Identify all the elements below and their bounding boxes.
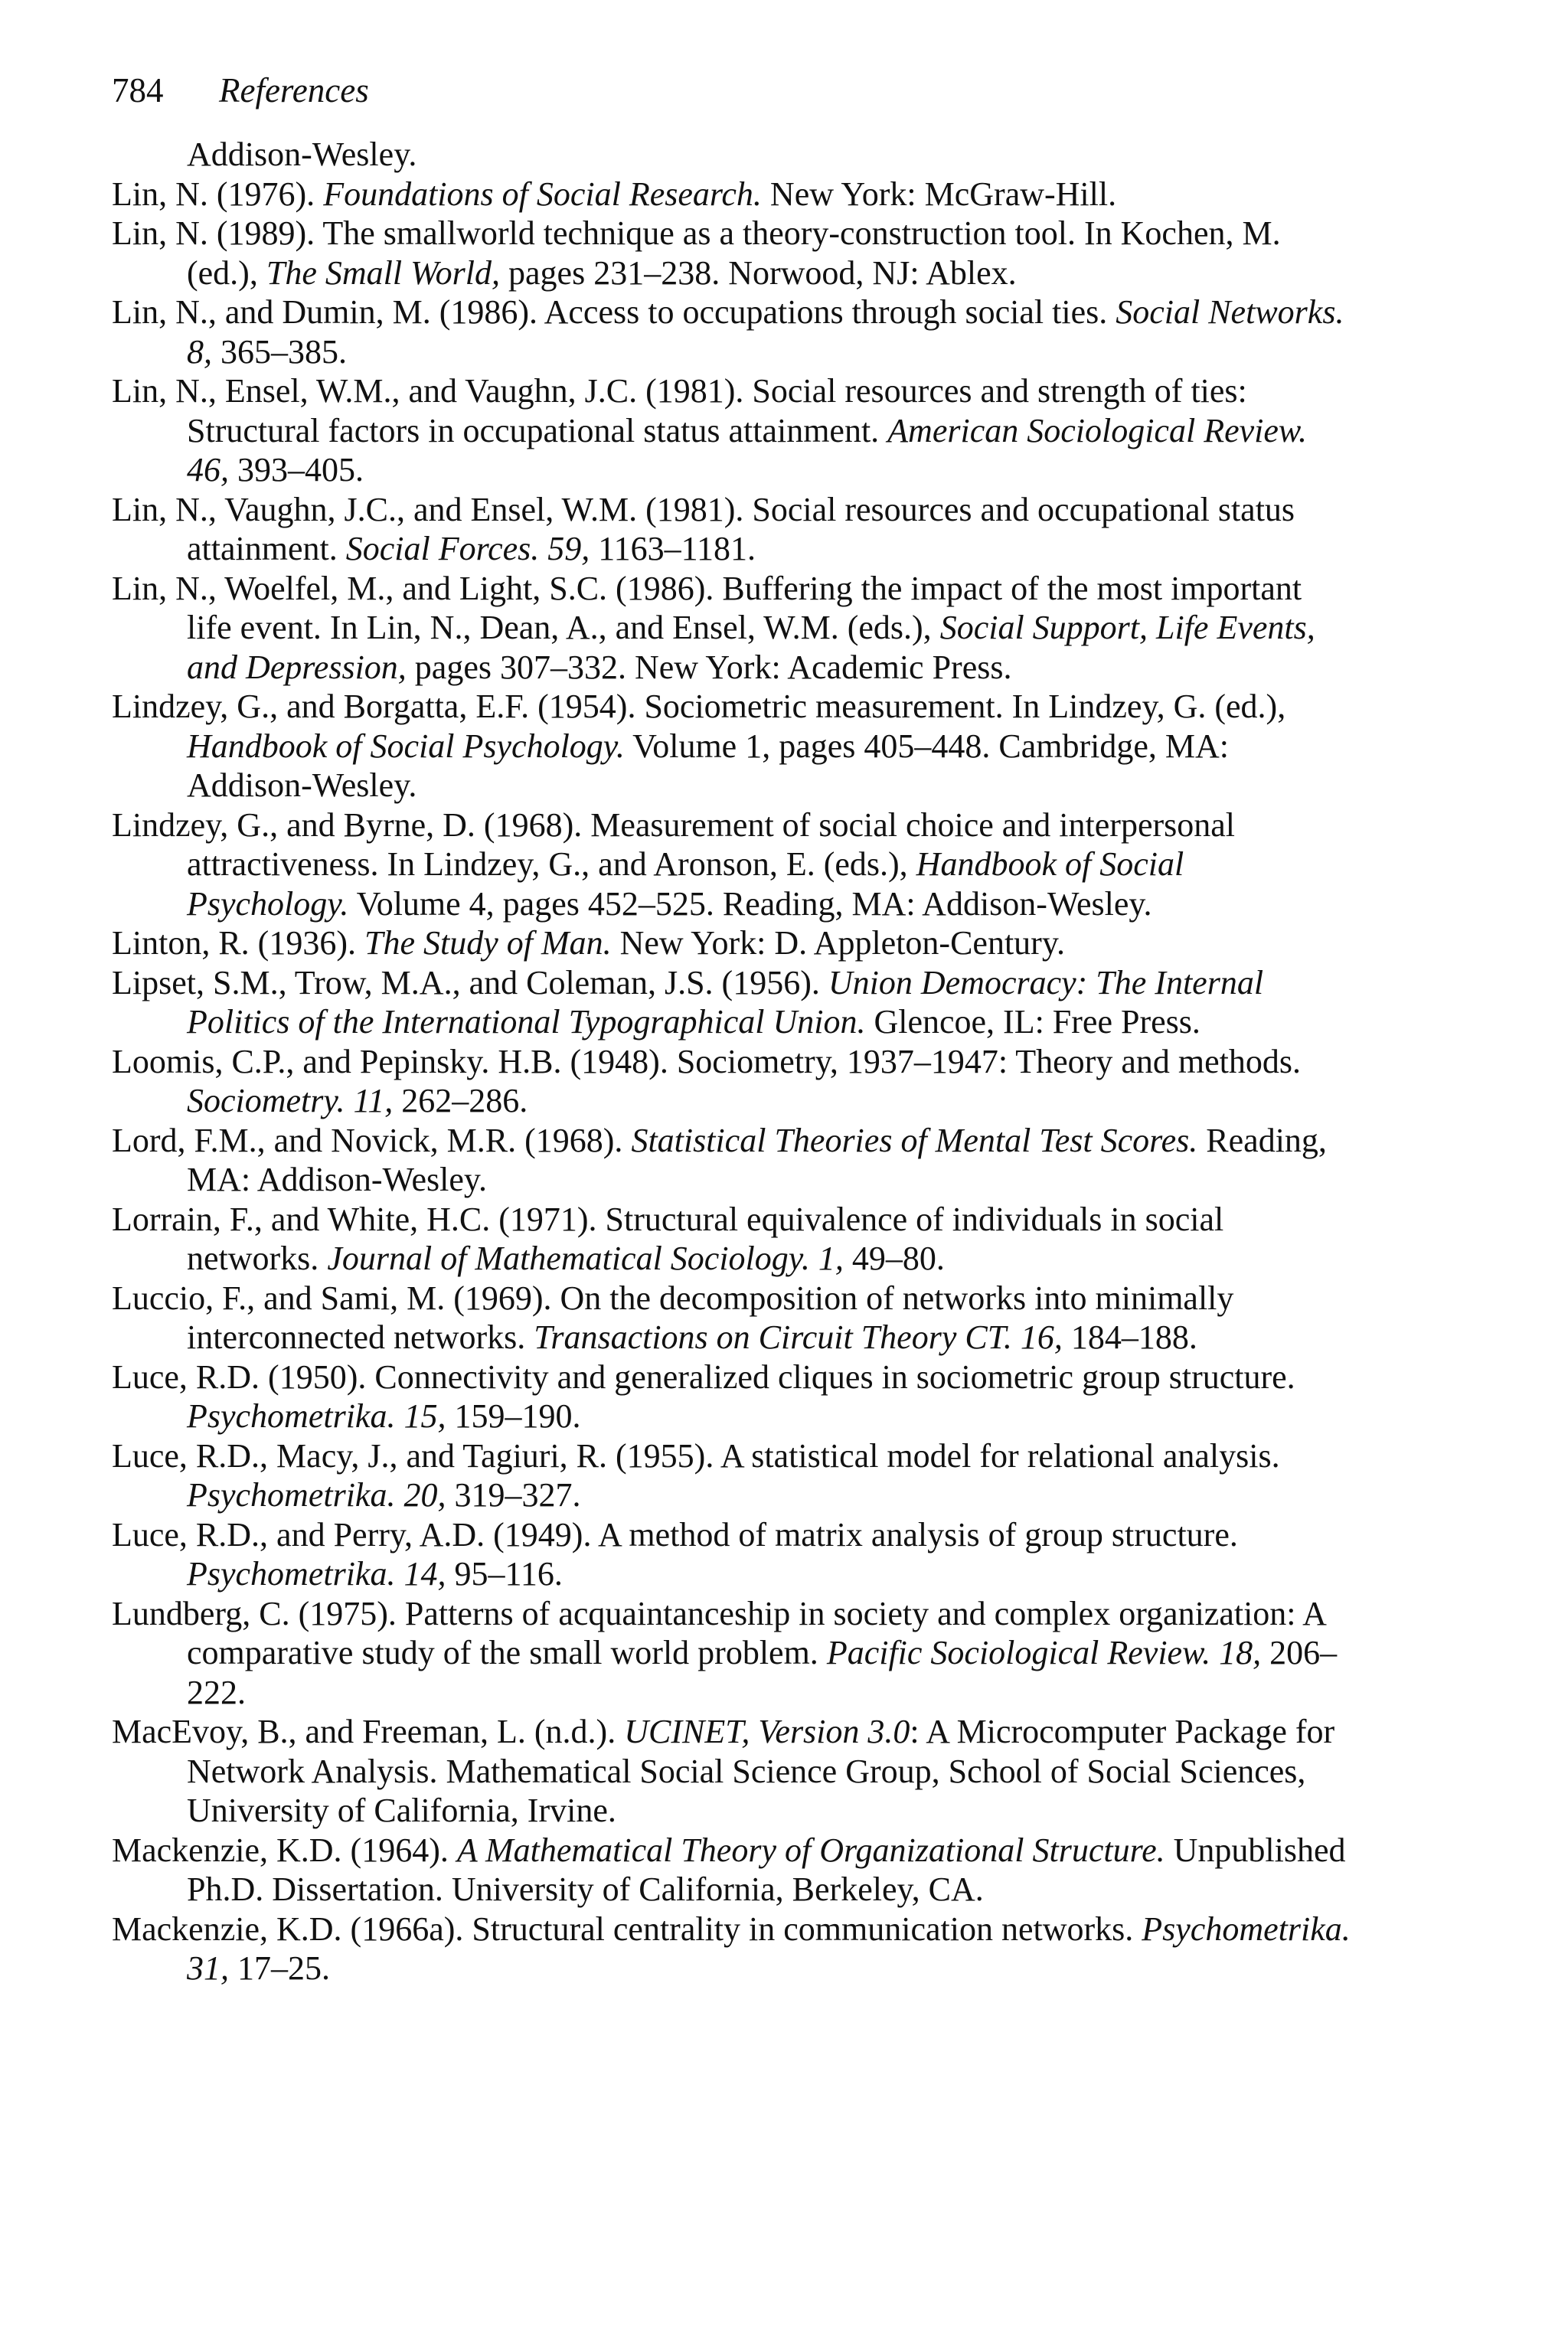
reference-text: Lindzey, G., and Byrne, D. (1968). Measurement of social choice and interpersonal attractiveness. In Lindzey, G., and Aronson, E. (eds.), — [112, 805, 1235, 883]
reference-entry — [112, 569, 1352, 688]
reference-text: Lin, N. (1989). The smallworld technique as a theory-construction tool. In Kochen, M. (ed.), — [112, 214, 1281, 292]
reference-text: 95–116. — [446, 1555, 563, 1593]
reference-italic-text: Statistical Theories of Mental Test Scores. — [631, 1121, 1198, 1159]
reference-text: 262–286. — [393, 1082, 528, 1119]
reference-italic-text: Sociometry. 11, — [187, 1082, 394, 1119]
reference-text: Mackenzie, K.D. (1966a). Structural centrality in communication networks. — [112, 1910, 1142, 1948]
reference-text: Luce, R.D., Macy, J., and Tagiuri, R. (1955). A statistical model for relational analysis. — [112, 1436, 1280, 1475]
reference-italic-text: American Sociological Review. 46, — [187, 411, 1307, 488]
reference-italic-text: UCINET, Version 3.0 — [624, 1713, 910, 1750]
reference-italic-text: Foundations of Social Research. — [323, 175, 762, 213]
reference-text: Reading, MA: Addison-Wesley. — [187, 1121, 1327, 1198]
reference-entry — [112, 1200, 1352, 1279]
reference-italic-text: Psychometrika. 20, — [187, 1476, 446, 1514]
reference-italic-text: Handbook of Social Psychology. — [187, 727, 625, 765]
reference-italic-text: Psychometrika. 31, — [187, 1910, 1351, 1987]
reference-text: Luce, R.D. (1950). Connectivity and generalized cliques in sociometric group structure. — [112, 1357, 1295, 1396]
reference-text: Lord, F.M., and Novick, M.R. (1968). — [112, 1121, 632, 1159]
reference-entry-continuation — [112, 135, 1352, 175]
reference-entry — [112, 923, 1352, 963]
reference-text: Lin, N., Vaughn, J.C., and Ensel, W.M. (1981). Social resources and occupational status attainment. — [112, 490, 1295, 567]
reference-text: Addison-Wesley. — [187, 136, 417, 173]
reference-entry — [112, 1712, 1352, 1831]
reference-text: 159–190. — [446, 1397, 581, 1435]
reference-text: Volume 1, pages 405–448. Cambridge, MA: Addison-Wesley. — [187, 727, 1230, 804]
reference-entry — [112, 1436, 1352, 1515]
reference-italic-text: Social Forces. 59, — [345, 530, 590, 567]
reference-text: Linton, R. (1936). — [112, 924, 364, 962]
reference-entry — [112, 963, 1352, 1042]
reference-entry — [112, 490, 1352, 569]
reference-italic-text: The Study of Man. — [364, 924, 612, 962]
reference-entry — [112, 214, 1352, 292]
reference-text: 1163–1181. — [590, 530, 756, 567]
reference-text: 319–327. — [446, 1476, 581, 1514]
reference-italic-text: A Mathematical Theory of Organizational Structure. — [456, 1831, 1165, 1869]
reference-entry — [112, 1357, 1352, 1436]
reference-text: pages 231–238. Norwood, NJ: Ablex. — [500, 253, 1017, 292]
reference-text: 49–80. — [843, 1240, 945, 1277]
reference-text: Luce, R.D., and Perry, A.D. (1949). A method of matrix analysis of group structure. — [112, 1515, 1238, 1554]
reference-entry — [112, 805, 1352, 924]
reference-italic-text: Journal of Mathematical Sociology. 1, — [327, 1240, 844, 1277]
reference-entry — [112, 1831, 1352, 1910]
reference-text: Loomis, C.P., and Pepinsky. H.B. (1948). Sociometry, 1937–1947: Theory and methods. — [112, 1042, 1301, 1080]
reference-entry — [112, 1042, 1352, 1121]
reference-entry — [112, 1279, 1352, 1357]
reference-italic-text: Union Democracy: The Internal Politics of the International Typographical Union. — [187, 963, 1264, 1041]
reference-text: Glencoe, IL: Free Press. — [865, 1003, 1200, 1041]
reference-entry — [112, 687, 1352, 805]
page-header — [112, 67, 369, 113]
reference-text: Lindzey, G., and Borgatta, E.F. (1954). Sociometric measurement. In Lindzey, G. (ed.), — [112, 688, 1286, 725]
reference-list — [112, 135, 1352, 1988]
reference-text: 393–405. — [229, 451, 364, 488]
reference-italic-text: Psychometrika. 14, — [187, 1555, 446, 1593]
reference-text: New York: McGraw-Hill. — [761, 175, 1117, 213]
reference-italic-text: Psychometrika. 15, — [187, 1397, 446, 1435]
reference-text: Luccio, F., and Sami, M. (1969). On the decomposition of networks into minimally interconnected networks. — [112, 1279, 1234, 1356]
reference-entry — [112, 1910, 1352, 1988]
reference-text: 17–25. — [229, 1949, 330, 1987]
reference-text: Lin, N., Ensel, W.M., and Vaughn, J.C. (1981). Social resources and strength of ties: Structural factors in occupational status attainment. — [112, 372, 1247, 449]
reference-text: : A Microcomputer Package for Network Analysis. Mathematical Social Science Group, School of Social Sciences, University of California, Irvine. — [187, 1713, 1335, 1829]
reference-entry — [112, 175, 1352, 214]
reference-text: 206–222. — [187, 1634, 1338, 1711]
reference-text: Lin, N., Woelfel, M., and Light, S.C. (1986). Buffering the impact of the most important life event. In Lin, N., Dean, A., and Ensel, W.M. (eds.), — [112, 569, 1302, 646]
reference-text: Lorrain, F., and White, H.C. (1971). Structural equivalence of individuals in social networks. — [112, 1200, 1224, 1277]
reference-italic-text: Social Support, Life Events, and Depression, — [187, 609, 1315, 686]
reference-text: New York: D. Appleton-Century. — [611, 924, 1065, 962]
running-title: References — [219, 71, 369, 109]
reference-text: 365–385. — [212, 332, 347, 371]
reference-text: MacEvoy, B., and Freeman, L. (n.d.). — [112, 1713, 625, 1750]
reference-text: Lipset, S.M., Trow, M.A., and Coleman, J.S. (1956). — [112, 963, 828, 1001]
reference-text: Volume 4, pages 452–525. Reading, MA: Addison-Wesley. — [348, 884, 1152, 923]
reference-text: pages 307–332. New York: Academic Press. — [406, 648, 1012, 686]
reference-italic-text: Handbook of Social Psychology. — [187, 845, 1184, 923]
reference-entry — [112, 1594, 1352, 1713]
reference-entry — [112, 1121, 1352, 1200]
page-number: 784 — [112, 71, 164, 109]
reference-text: Mackenzie, K.D. (1964). — [112, 1831, 457, 1869]
reference-entry — [112, 1515, 1352, 1594]
reference-text: 184–188. — [1062, 1318, 1197, 1356]
reference-text: Lin, N., and Dumin, M. (1986). Access to occupations through social ties. — [112, 293, 1116, 331]
reference-italic-text: Social Networks. 8, — [187, 293, 1344, 371]
reference-entry — [112, 371, 1352, 490]
reference-text: Unpublished Ph.D. Dissertation. University of California, Berkeley, CA. — [187, 1831, 1346, 1908]
reference-text: Lin, N. (1976). — [112, 175, 324, 213]
reference-text: Lundberg, C. (1975). Patterns of acquaintanceship in society and complex organization: A comparative study of the small world problem. — [112, 1594, 1325, 1671]
reference-entry — [112, 292, 1352, 371]
reference-italic-text: The Small World, — [266, 253, 501, 292]
reference-italic-text: Transactions on Circuit Theory CT. 16, — [534, 1318, 1063, 1356]
reference-italic-text: Pacific Sociological Review. 18, — [826, 1634, 1262, 1671]
